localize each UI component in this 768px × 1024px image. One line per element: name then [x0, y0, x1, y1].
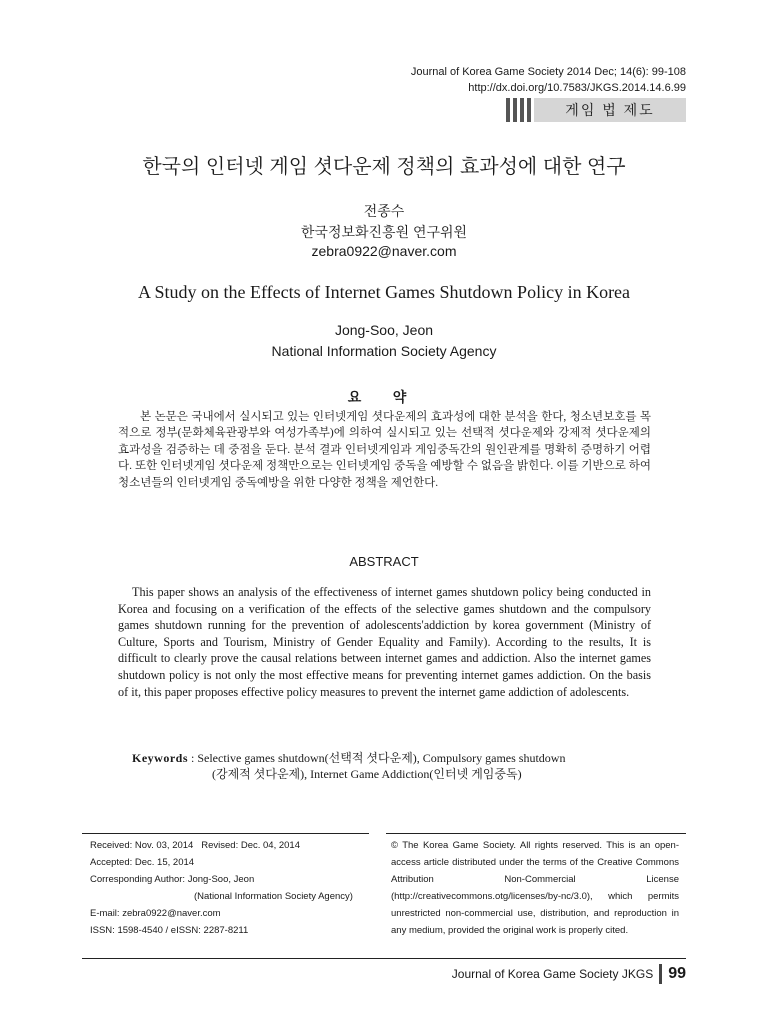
- footnote-rule-left: [82, 833, 369, 834]
- journal-header: [411, 64, 686, 96]
- korean-abstract-body: 본 논문은 국내에서 실시되고 있는 인터넷게임 셧다운제의 효과성에 대한 분석을 한다, 청소년보호를 목적으로 정부(문화체육관광부와 여성가족부)에 의하여 실시되고 있는 선택적 셧다운제와 강제적 셧다운제의 효과성을 검증하는 데 중점을 둔다. 분석 결과 인터넷게임과 게임중독간의 원인관계를 명확히 증명하기 어렵다. 또한 인터넷게임 셧다운제 정책만으로는 인터넷게임 중독을 예방할 수 없음을 밝힌다. 이를 기반으로 하여 청소년들의 인터넷게임 중독예방을 위한 다양한 정책을 제언한다.: [118, 411, 651, 489]
- keywords-separator: :: [188, 751, 198, 765]
- footer-journal-name: Journal of Korea Game Society JKGS: [451, 967, 654, 981]
- korean-author-name: 전종수: [363, 203, 405, 219]
- keywords-line-1: Selective games shutdown(선택적 셧다운제), Compulsory games shutdown: [197, 751, 566, 765]
- page-number: 99: [668, 965, 686, 982]
- footer-divider: [659, 964, 662, 984]
- corresponding-author: Corresponding Author: Jong-Soo, Jeon: [90, 874, 255, 885]
- accepted-date: Accepted: Dec. 15, 2014: [90, 857, 195, 868]
- category-stripe: [527, 98, 531, 122]
- abstract-body: This paper shows an analysis of the effectiveness of internet games shutdown policy being conducted in Korea and focusing on a verification of the effects of the selective games shutdown and the compulsory games shutdown running for the prevention of adolescents'addiction by korea government (Ministry of Culture, Sports and Tourism, Ministry of Gender Equality and Family). According to the results, It is difficult to clearly prove the causal relations between internet games and addiction. Also the internet games shutdown policy is not only the most effective means for preventing internet games addiction. On the basis of it, this paper proposes effective policy measures to prevent the internet game addiction of adolescents.: [118, 585, 651, 699]
- page-footer: [452, 963, 686, 985]
- english-author-name: Jong-Soo, Jeon: [334, 322, 434, 338]
- footnote-rule-right: [386, 833, 686, 834]
- english-author-affiliation: National Information Society Agency: [271, 343, 497, 359]
- issn: ISSN: 1598-4540 / eISSN: 2287-8211: [90, 925, 249, 936]
- keywords-line-2: (강제적 셧다운제), Internet Game Addiction(인터넷 게임중독): [212, 767, 522, 781]
- footer-rule: [82, 958, 686, 959]
- journal-citation: Journal of Korea Game Society 2014 Dec; 14(6): 99-108: [410, 66, 686, 78]
- license-notice: © The Korea Game Society. All rights reserved. This is an open-access article distributed under the terms of the Creative Commons Attribution Non-Commercial License (http://creativecommons.otg/licenses/by-nc/3.0), which permits unrestricted non-commercial use, distribution, and reproduction in any medium, provided the original work is properly cited.: [391, 840, 679, 936]
- category-stripe: [520, 98, 524, 122]
- category-banner: [506, 98, 686, 122]
- english-title: A Study on the Effects of Internet Games Shutdown Policy in Korea: [137, 282, 631, 302]
- corresponding-email[interactable]: E-mail: zebra0922@naver.com: [90, 908, 221, 919]
- keywords-block: [132, 750, 652, 782]
- footnote-left: [90, 837, 370, 939]
- received-dates: Received: Nov. 03, 2014 Revised: Dec. 04, 2014: [90, 840, 301, 851]
- abstract-heading: ABSTRACT: [349, 554, 419, 569]
- corresponding-affiliation: (National Information Society Agency): [194, 891, 353, 902]
- keywords-label: Keywords: [132, 751, 188, 765]
- category-stripe: [513, 98, 517, 122]
- category-label: 게임 법 제도: [534, 98, 686, 122]
- korean-abstract-heading: 요 약: [347, 391, 421, 406]
- doi-link[interactable]: http://dx.doi.org/10.7583/JKGS.2014.14.6.99: [468, 82, 686, 94]
- korean-author-affiliation: 한국정보화진흥원 연구위원: [300, 224, 468, 240]
- category-stripe: [506, 98, 510, 122]
- korean-title: 한국의 인터넷 게임 셧다운제 정책의 효과성에 대한 연구: [142, 156, 626, 178]
- author-email[interactable]: zebra0922@naver.com: [311, 243, 457, 259]
